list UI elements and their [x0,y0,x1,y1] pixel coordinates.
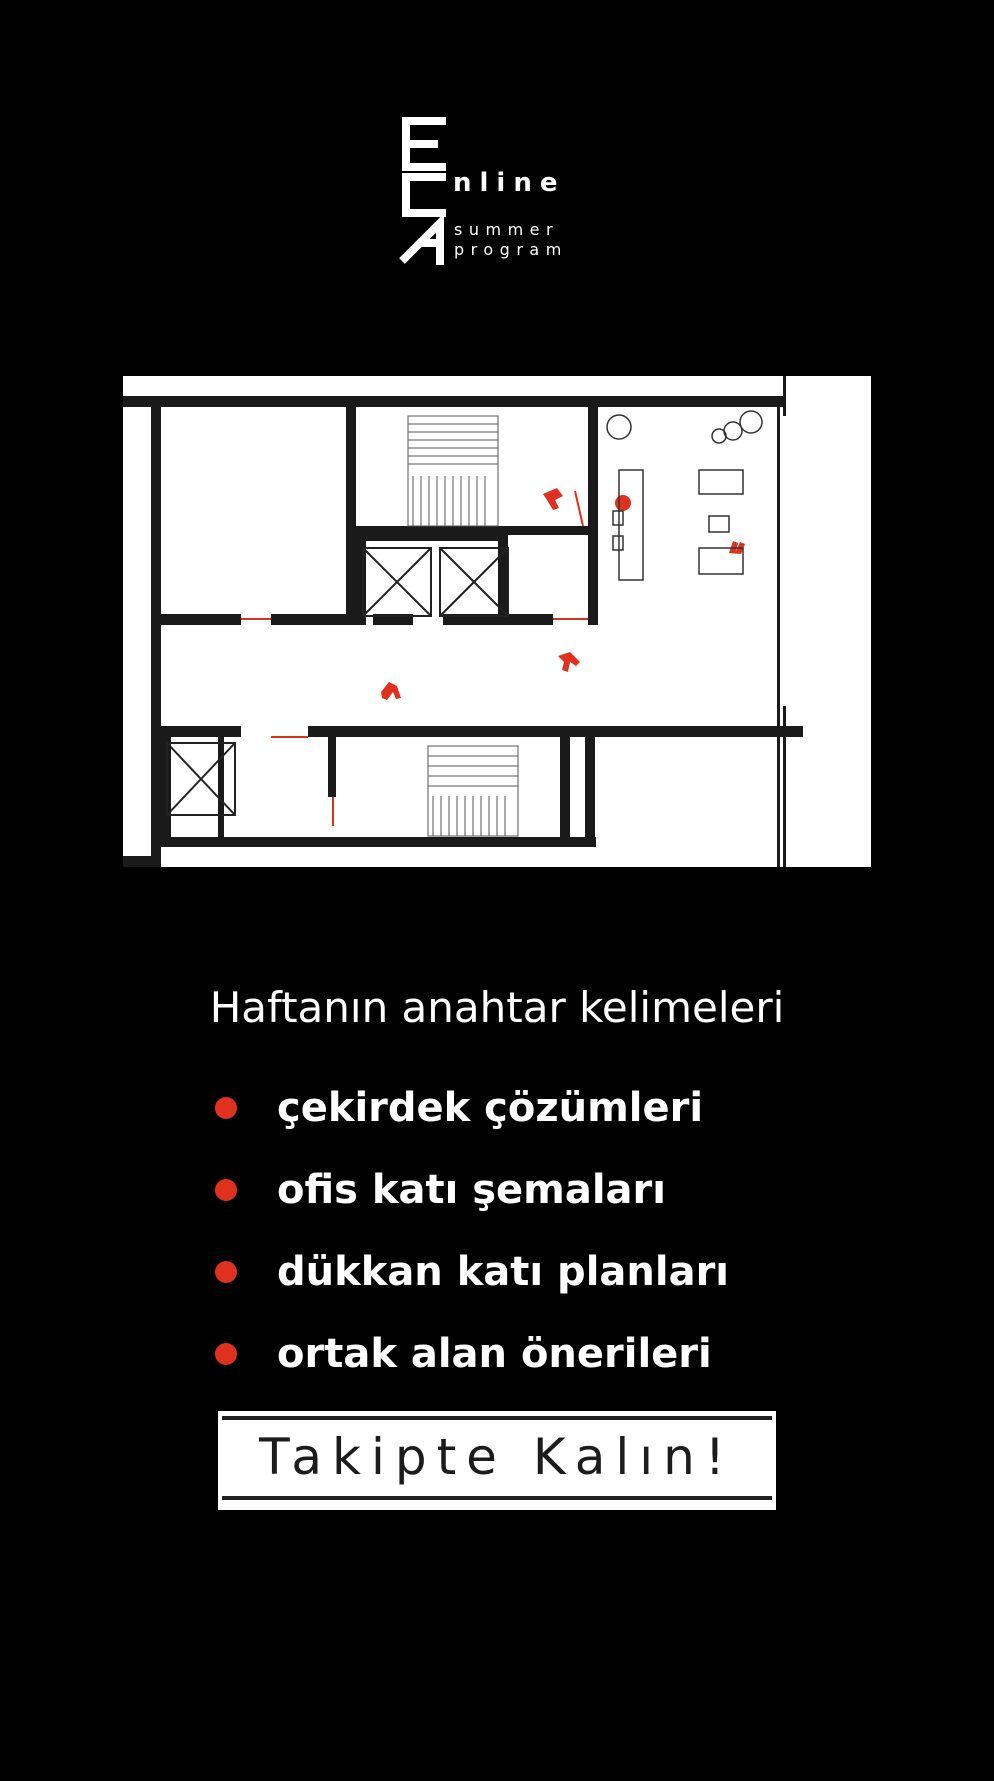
keyword-label: çekirdek çözümleri [277,1085,704,1131]
list-item [215,1080,729,1162]
keyword-label: ofis katı şemaları [277,1167,666,1213]
cta-bottom-rule [222,1496,772,1500]
floor-plan-drawing [123,376,871,867]
bullet-dot-icon [215,1097,237,1119]
bullet-dot-icon [215,1179,237,1201]
brand-logo [396,115,606,265]
bullet-dot-icon [215,1261,237,1283]
cta-top-rule [222,1416,772,1420]
cta-label: Takipte Kalın! [259,1428,735,1486]
ace-monogram-icon [396,115,452,265]
logo-subtitle-line-1: summer [454,220,560,239]
logo-wordmark: nline [453,168,566,198]
logo-subtitle-line-2: program [454,240,568,259]
floor-plan-image [123,376,871,867]
keyword-label: dükkan katı planları [277,1249,730,1295]
list-item [215,1162,729,1244]
bullet-dot-icon [215,1343,237,1365]
list-item [215,1326,729,1408]
list-item [215,1244,729,1326]
keyword-label: ortak alan önerileri [277,1331,712,1377]
keywords-heading: Haftanın anahtar kelimeleri [209,983,785,1032]
follow-cta-banner [218,1411,776,1510]
keywords-list [215,1080,729,1408]
